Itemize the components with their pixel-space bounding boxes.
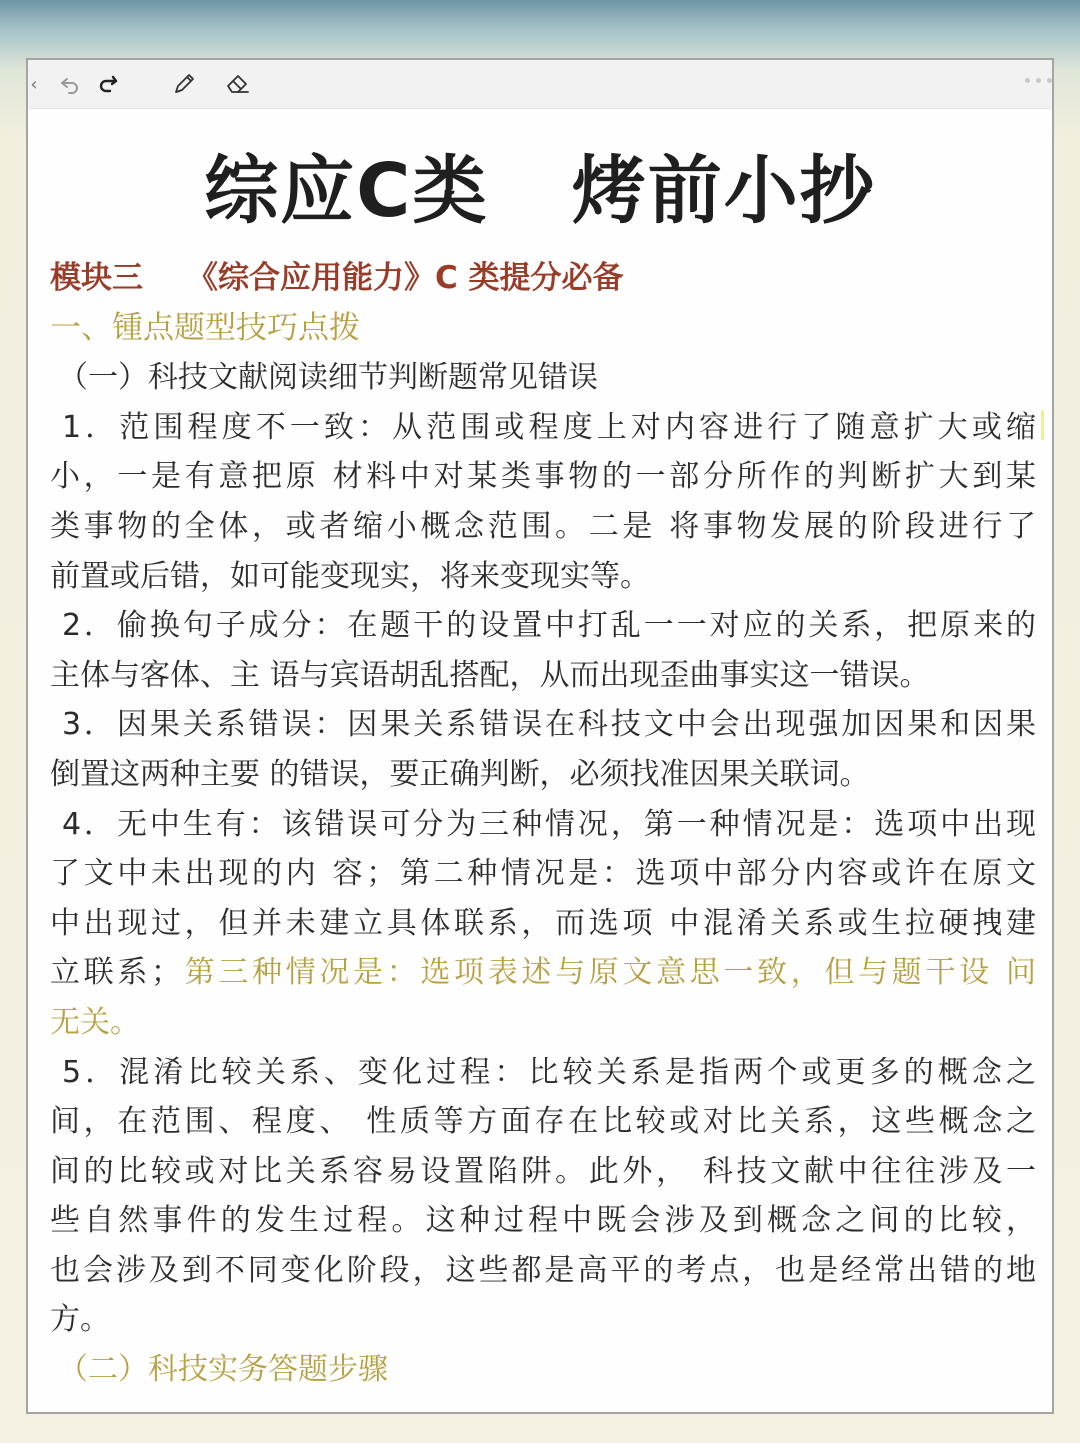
module-heading (50, 254, 1036, 304)
undo-icon[interactable] (56, 68, 84, 100)
highlighted-text: 第三种情况是：选项表述与原文意思一致，但与题干设 问 (181, 955, 1036, 991)
section-heading-1: 一、锺点题型技巧点拨 (50, 309, 360, 346)
paragraph-line: 前置或后错，如可能变现实，将来变现实等。 (50, 558, 650, 594)
module-title: 《综合应用能力》C 类提分必备 (187, 260, 624, 296)
paragraph-line: 中出现过，但并未建立具体联系，而选项 中混淆关系或生拉硬拽建 (50, 905, 1036, 941)
paragraph-line: 也会涉及到不同变化阶段，这些都是高平的考点，也是经常出错的地 (50, 1252, 1036, 1288)
plain-text: 立联系； (50, 955, 182, 991)
paragraph-line: 倒置这两种主要 的错误，要正确判断，必须找准因果关联词。 (50, 756, 870, 792)
paragraph-line: 无关。 (50, 1004, 140, 1040)
paragraph-line: 2．偷换句子成分：在题干的设置中打乱一一对应的关系，把原来的 (62, 608, 1036, 644)
paragraph-line: 5．混淆比较关系、变化过程：比较关系是指两个或更多的概念之 (62, 1054, 1036, 1090)
paragraph-line (50, 948, 1036, 998)
subsection-heading-1: （一）科技文献阅读细节判断题常见错误 (58, 360, 598, 396)
paragraph-line: 间，在范围、程度、 性质等方面存在比较或对比关系，这些概念之 (50, 1104, 1036, 1140)
more-icon[interactable] (1025, 78, 1052, 83)
paragraph-line: 类事物的全体，或者缩小概念范围。二是 将事物发展的阶段进行了 (50, 508, 1036, 544)
paragraph-line: 4．无中生有：该错误可分为三种情况，第一种情况是：选项中出现 (62, 806, 1036, 842)
redo-icon[interactable] (94, 68, 122, 100)
paragraph-line: 主体与客体、主 语与宾语胡乱搭配，从而出现歪曲事实这一错误。 (50, 657, 930, 693)
paragraph-line: 间的比较或对比关系容易设置陷阱。此外， 科技文献中往往涉及一 (50, 1153, 1036, 1189)
paragraph-line: 些自然事件的发生过程。这种过程中既会涉及到概念之间的比较， (50, 1203, 1036, 1239)
eraser-icon[interactable] (222, 68, 254, 100)
document-body (50, 254, 1036, 1395)
page-title: 综应C类 烤前小抄 (204, 148, 876, 234)
module-number: 模块三 (50, 260, 143, 296)
subsection-heading-2: （二）科技实务答题步骤 (58, 1352, 388, 1388)
note-screen (26, 58, 1054, 1414)
paragraph-line: 3．因果关系错误：因果关系错误在科技文中会出现强加因果和因果 (62, 707, 1036, 743)
pen-icon[interactable] (168, 68, 200, 100)
paragraph-line: 小，一是有意把原 材料中对某类事物的一部分所作的判断扩大到某 (50, 459, 1036, 495)
highlight-mark (1041, 410, 1044, 440)
paragraph-line: 了文中未出现的内 容；第二种情况是：选项中部分内容或许在原文 (50, 856, 1036, 892)
chevron-left-icon[interactable]: ‹ (30, 73, 38, 95)
paragraph-line: 方。 (50, 1302, 110, 1338)
toolbar (28, 60, 1052, 109)
paragraph-line: 1．范围程度不一致：从范围或程度上对内容进行了随意扩大或缩 (62, 409, 1036, 445)
